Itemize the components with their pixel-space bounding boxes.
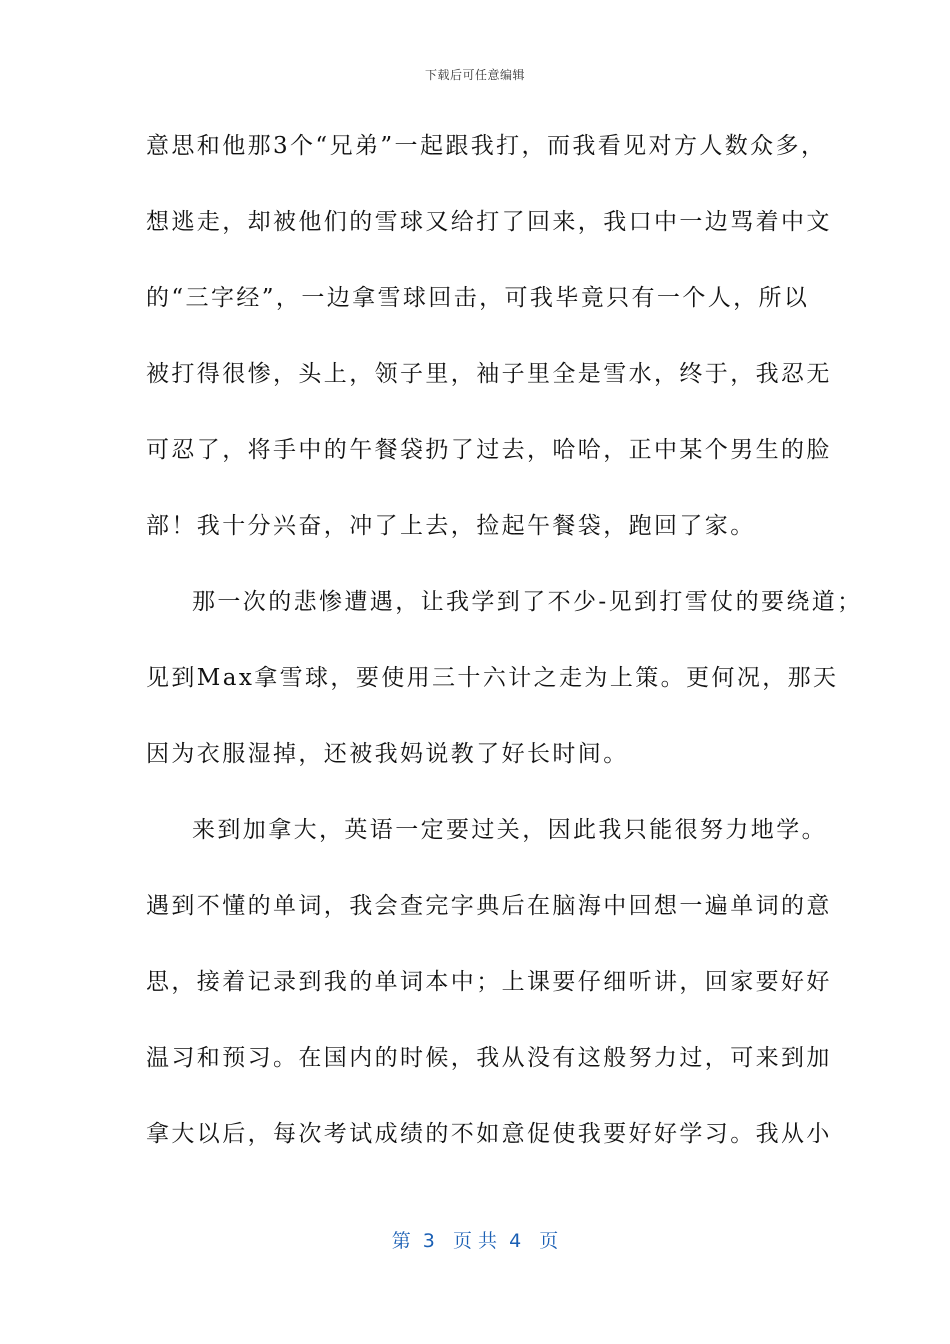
text-line: 部！我十分兴奋，冲了上去，捡起午餐袋，跑回了家。: [146, 513, 756, 539]
text-line: 拿大以后，每次考试成绩的不如意促使我要好好学习。我从小: [146, 1121, 832, 1147]
page-number-footer: 第 3 页 共 4 页: [391, 1230, 559, 1252]
paragraph-start-line: 来到加拿大，英语一定要过关，因此我只能很努力地学。: [192, 817, 827, 843]
text-line: 思，接着记录到我的单词本中；上课要仔细听讲，回家要好好: [146, 969, 832, 995]
body-text: [146, 126, 863, 1190]
text-line: 可忍了，将手中的午餐袋扔了过去，哈哈，正中某个男生的脸: [146, 437, 832, 463]
text-line: 想逃走，却被他们的雪球又给打了回来，我口中一边骂着中文: [146, 209, 832, 235]
paragraph-start-line: 那一次的悲惨遭遇，让我学到了不少-见到打雪仗的要绕道；: [192, 589, 863, 615]
text-line: 遇到不懂的单词，我会查完字典后在脑海中回想一遍单词的意: [146, 893, 832, 919]
text-line: 见到Max拿雪球，要使用三十六计之走为上策。更何况，那天: [146, 665, 839, 691]
header-note: 下载后可任意编辑: [424, 68, 525, 82]
text-line: 因为衣服湿掉，还被我妈说教了好长时间。: [146, 741, 629, 767]
text-line: 温习和预习。在国内的时候，我从没有这般努力过，可来到加: [146, 1045, 832, 1071]
text-line: 被打得很惨，头上，领子里，袖子里全是雪水，终于，我忍无: [146, 361, 832, 387]
text-line: 的“三字经”，一边拿雪球回击，可我毕竟只有一个人，所以: [146, 285, 810, 311]
text-line: 意思和他那3个“兄弟”一起跟我打，而我看见对方人数众多，: [146, 133, 827, 159]
